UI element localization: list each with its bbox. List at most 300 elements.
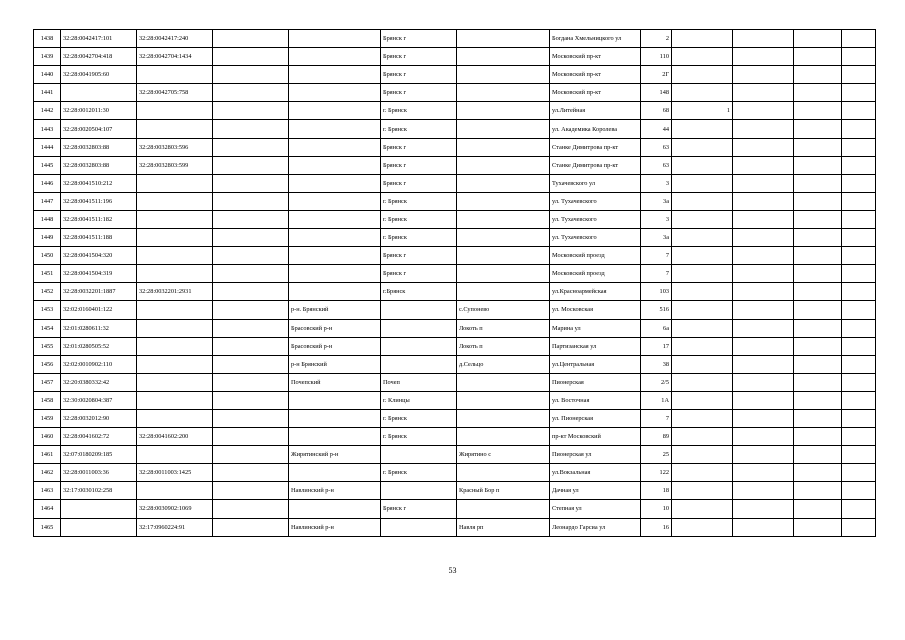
cell-row-number: 1463: [34, 482, 61, 500]
cell-empty: [794, 120, 842, 138]
cell-empty: [842, 210, 876, 228]
cell-district: [289, 265, 381, 283]
cell-empty: [213, 391, 289, 409]
cell-premises-cadastral-number: [137, 482, 213, 500]
cell-district: [289, 428, 381, 446]
cell-row-number: 1440: [34, 66, 61, 84]
cell-empty: [842, 156, 876, 174]
cell-flag: [672, 174, 733, 192]
cell-premises-cadastral-number: [137, 229, 213, 247]
cell-empty: [842, 391, 876, 409]
cell-cadastral-number: 32:01:0280611:32: [61, 319, 137, 337]
cell-empty: [842, 446, 876, 464]
cell-row-number: 1462: [34, 464, 61, 482]
cell-empty: [213, 30, 289, 48]
cell-city: Брянск г: [381, 66, 457, 84]
cell-settlement: [457, 174, 550, 192]
cell-city: г. Брянск: [381, 102, 457, 120]
cell-row-number: 1439: [34, 48, 61, 66]
cell-empty: [213, 337, 289, 355]
cell-empty: [213, 84, 289, 102]
cell-row-number: 1456: [34, 355, 61, 373]
cell-street: Станке Димитрова пр-кт: [550, 138, 641, 156]
table-row: [34, 319, 876, 337]
cell-flag: 1: [672, 102, 733, 120]
cell-cadastral-number: [61, 84, 137, 102]
cell-cadastral-number: 32:20:0380332:42: [61, 373, 137, 391]
cell-flag: [672, 446, 733, 464]
cell-empty: [213, 409, 289, 427]
cell-district: [289, 156, 381, 174]
cell-settlement: с.Супонево: [457, 301, 550, 319]
cell-empty: [213, 192, 289, 210]
cell-empty: [842, 192, 876, 210]
cell-empty: [213, 66, 289, 84]
cell-district: [289, 102, 381, 120]
cell-empty: [213, 428, 289, 446]
cell-house-number: 2Г: [641, 66, 672, 84]
cell-empty: [213, 210, 289, 228]
table-row: [34, 428, 876, 446]
cell-street: Московский пр-кт: [550, 84, 641, 102]
table-row: [34, 174, 876, 192]
cell-flag: [672, 66, 733, 84]
table-row: [34, 518, 876, 536]
cell-flag: [672, 210, 733, 228]
cell-city: Брянск г: [381, 265, 457, 283]
cell-district: Брасовский р-н: [289, 319, 381, 337]
cell-district: [289, 391, 381, 409]
cell-street: ул. Тухачевского: [550, 229, 641, 247]
cell-house-number: 516: [641, 301, 672, 319]
cell-premises-cadastral-number: [137, 446, 213, 464]
cell-row-number: 1441: [34, 84, 61, 102]
cell-house-number: 18: [641, 482, 672, 500]
cell-city: г. Брянск: [381, 409, 457, 427]
cell-row-number: 1455: [34, 337, 61, 355]
cell-empty: [842, 319, 876, 337]
cell-street: ул.Красноармейская: [550, 283, 641, 301]
cell-street: ул. Восточная: [550, 391, 641, 409]
cell-district: [289, 192, 381, 210]
cell-cadastral-number: 32:28:0032803:88: [61, 138, 137, 156]
cell-house-number: 3: [641, 174, 672, 192]
cell-premises-cadastral-number: [137, 247, 213, 265]
cell-empty: [842, 84, 876, 102]
table-row: [34, 66, 876, 84]
table-row: [34, 464, 876, 482]
cell-empty: [733, 319, 794, 337]
cell-empty: [733, 428, 794, 446]
cell-settlement: Навля рп: [457, 518, 550, 536]
cell-premises-cadastral-number: [137, 120, 213, 138]
cell-flag: [672, 500, 733, 518]
cell-house-number: 25: [641, 446, 672, 464]
cell-empty: [213, 373, 289, 391]
cell-row-number: 1438: [34, 30, 61, 48]
table-row: [34, 283, 876, 301]
cell-empty: [733, 518, 794, 536]
cell-street: пр-кт Московский: [550, 428, 641, 446]
cell-house-number: 3а: [641, 192, 672, 210]
cell-empty: [733, 120, 794, 138]
cell-empty: [794, 138, 842, 156]
cell-premises-cadastral-number: [137, 192, 213, 210]
cell-row-number: 1464: [34, 500, 61, 518]
cell-empty: [733, 464, 794, 482]
cell-house-number: 16: [641, 518, 672, 536]
cell-flag: [672, 391, 733, 409]
cell-city: [381, 446, 457, 464]
cell-premises-cadastral-number: 32:28:0032201:2931: [137, 283, 213, 301]
cell-empty: [794, 156, 842, 174]
cell-row-number: 1460: [34, 428, 61, 446]
cell-settlement: [457, 48, 550, 66]
cell-house-number: 10: [641, 500, 672, 518]
cell-empty: [794, 391, 842, 409]
table-row: [34, 337, 876, 355]
cell-row-number: 1449: [34, 229, 61, 247]
cell-empty: [842, 464, 876, 482]
cell-settlement: Красный Бор п: [457, 482, 550, 500]
cell-empty: [794, 210, 842, 228]
cell-cadastral-number: 32:28:0041510:212: [61, 174, 137, 192]
cell-cadastral-number: 32:28:0041511:182: [61, 210, 137, 228]
cell-district: [289, 229, 381, 247]
cell-empty: [213, 464, 289, 482]
cell-cadastral-number: 32:17:0030102:258: [61, 482, 137, 500]
cell-city: Брянск г: [381, 84, 457, 102]
cell-flag: [672, 247, 733, 265]
cell-city: г. Брянск: [381, 464, 457, 482]
cell-flag: [672, 156, 733, 174]
cell-empty: [213, 446, 289, 464]
cell-city: г. Брянск: [381, 428, 457, 446]
cell-flag: [672, 120, 733, 138]
cell-house-number: 68: [641, 102, 672, 120]
cell-flag: [672, 283, 733, 301]
cell-street: ул. Тухачевского: [550, 210, 641, 228]
cell-district: [289, 210, 381, 228]
cell-empty: [794, 66, 842, 84]
cell-empty: [794, 102, 842, 120]
cell-flag: [672, 84, 733, 102]
cell-empty: [842, 102, 876, 120]
cell-premises-cadastral-number: 32:28:0042417:240: [137, 30, 213, 48]
cell-empty: [794, 174, 842, 192]
cell-settlement: [457, 428, 550, 446]
cell-empty: [213, 301, 289, 319]
cell-row-number: 1461: [34, 446, 61, 464]
cell-settlement: [457, 138, 550, 156]
cell-flag: [672, 319, 733, 337]
table-row: [34, 210, 876, 228]
cell-street: ул. Пионерская: [550, 409, 641, 427]
cell-cadastral-number: 32:28:0041504:320: [61, 247, 137, 265]
cell-house-number: 110: [641, 48, 672, 66]
cell-street: Станке Димитрова пр-кт: [550, 156, 641, 174]
cell-city: Брянск г: [381, 174, 457, 192]
cell-street: Марина ул: [550, 319, 641, 337]
cell-row-number: 1452: [34, 283, 61, 301]
cell-city: Почеп: [381, 373, 457, 391]
cell-city: г. Брянск: [381, 229, 457, 247]
cell-city: [381, 319, 457, 337]
cell-cadastral-number: 32:28:0032803:88: [61, 156, 137, 174]
cell-cadastral-number: 32:28:0042417:101: [61, 30, 137, 48]
cell-empty: [794, 373, 842, 391]
cell-empty: [842, 247, 876, 265]
cell-cadastral-number: 32:28:0032201:1887: [61, 283, 137, 301]
cell-city: Брянск г: [381, 156, 457, 174]
cell-house-number: 1А: [641, 391, 672, 409]
cell-empty: [842, 500, 876, 518]
cell-empty: [794, 482, 842, 500]
cell-district: [289, 464, 381, 482]
cell-empty: [842, 409, 876, 427]
cell-city: г. Брянск: [381, 120, 457, 138]
cell-city: [381, 301, 457, 319]
cell-cadastral-number: 32:28:0032012:90: [61, 409, 137, 427]
cell-house-number: 3: [641, 210, 672, 228]
cell-district: [289, 174, 381, 192]
cell-flag: [672, 229, 733, 247]
cell-row-number: 1445: [34, 156, 61, 174]
cell-empty: [842, 66, 876, 84]
cell-premises-cadastral-number: [137, 66, 213, 84]
cell-empty: [213, 482, 289, 500]
table-row: [34, 391, 876, 409]
cell-district: Брасовский р-н: [289, 337, 381, 355]
cell-cadastral-number: 32:28:0042704:418: [61, 48, 137, 66]
cell-city: Брянск г: [381, 138, 457, 156]
cell-premises-cadastral-number: 32:28:0042704:1434: [137, 48, 213, 66]
cell-flag: [672, 138, 733, 156]
cell-city: Брянск г: [381, 48, 457, 66]
cell-empty: [842, 30, 876, 48]
cell-empty: [213, 102, 289, 120]
cell-settlement: [457, 500, 550, 518]
cell-district: [289, 66, 381, 84]
cell-empty: [733, 174, 794, 192]
cell-premises-cadastral-number: [137, 337, 213, 355]
cell-empty: [842, 482, 876, 500]
cell-cadastral-number: 32:30:0020804:387: [61, 391, 137, 409]
cell-premises-cadastral-number: [137, 391, 213, 409]
cell-street: Московский пр-кт: [550, 66, 641, 84]
cell-empty: [794, 518, 842, 536]
cell-street: Партизанская ул: [550, 337, 641, 355]
table-row: [34, 247, 876, 265]
cell-house-number: 38: [641, 355, 672, 373]
cell-house-number: 7: [641, 247, 672, 265]
table-row: [34, 192, 876, 210]
cell-district: Навлинский р-н: [289, 518, 381, 536]
cell-empty: [213, 174, 289, 192]
cell-empty: [794, 428, 842, 446]
cell-city: [381, 337, 457, 355]
cell-empty: [733, 283, 794, 301]
cell-empty: [794, 283, 842, 301]
cell-house-number: 17: [641, 337, 672, 355]
cell-empty: [842, 229, 876, 247]
cell-empty: [733, 301, 794, 319]
cell-empty: [842, 337, 876, 355]
cell-district: Почепский: [289, 373, 381, 391]
cell-empty: [213, 518, 289, 536]
cell-empty: [794, 84, 842, 102]
table-row: [34, 48, 876, 66]
cell-house-number: 122: [641, 464, 672, 482]
cell-cadastral-number: 32:07:0180209:185: [61, 446, 137, 464]
cell-city: г.Брянск: [381, 283, 457, 301]
cell-empty: [213, 247, 289, 265]
cell-premises-cadastral-number: [137, 265, 213, 283]
cell-house-number: 148: [641, 84, 672, 102]
cell-premises-cadastral-number: [137, 174, 213, 192]
cell-cadastral-number: 32:02:0010902:110: [61, 355, 137, 373]
cell-flag: [672, 518, 733, 536]
cell-empty: [733, 265, 794, 283]
cell-house-number: 63: [641, 138, 672, 156]
cell-cadastral-number: 32:28:0012011:30: [61, 102, 137, 120]
cell-premises-cadastral-number: [137, 409, 213, 427]
cell-empty: [842, 174, 876, 192]
cell-street: Леонардо Гарсиа ул: [550, 518, 641, 536]
cell-house-number: 7: [641, 265, 672, 283]
cell-empty: [733, 84, 794, 102]
cell-settlement: [457, 247, 550, 265]
cell-district: [289, 120, 381, 138]
cell-empty: [213, 156, 289, 174]
cell-empty: [794, 409, 842, 427]
cell-empty: [733, 156, 794, 174]
cell-empty: [842, 138, 876, 156]
cell-flag: [672, 409, 733, 427]
cell-empty: [733, 66, 794, 84]
cell-district: р-н. Брянский: [289, 301, 381, 319]
cell-empty: [794, 500, 842, 518]
cell-empty: [842, 265, 876, 283]
cell-cadastral-number: 32:28:0011003:36: [61, 464, 137, 482]
cell-city: Брянск г: [381, 500, 457, 518]
cell-flag: [672, 464, 733, 482]
cell-settlement: [457, 66, 550, 84]
cell-city: г. Брянск: [381, 192, 457, 210]
cell-city: г. Брянск: [381, 210, 457, 228]
cell-district: [289, 138, 381, 156]
cell-cadastral-number: 32:28:0041504:319: [61, 265, 137, 283]
cell-row-number: 1451: [34, 265, 61, 283]
cell-street: ул.Литейная: [550, 102, 641, 120]
cell-settlement: [457, 265, 550, 283]
cell-settlement: [457, 464, 550, 482]
cell-street: Пионерская ул: [550, 446, 641, 464]
cell-district: Жирятинский р-н: [289, 446, 381, 464]
cell-empty: [794, 355, 842, 373]
cell-street: ул. Академика Королева: [550, 120, 641, 138]
cell-empty: [842, 120, 876, 138]
cell-street: Степная ул: [550, 500, 641, 518]
cell-empty: [213, 265, 289, 283]
cell-empty: [213, 500, 289, 518]
cell-settlement: [457, 192, 550, 210]
cell-flag: [672, 428, 733, 446]
cell-settlement: [457, 210, 550, 228]
cell-row-number: 1447: [34, 192, 61, 210]
cell-flag: [672, 48, 733, 66]
cell-premises-cadastral-number: 32:28:0030902:1069: [137, 500, 213, 518]
cell-empty: [842, 518, 876, 536]
cell-premises-cadastral-number: 32:28:0032803:599: [137, 156, 213, 174]
cell-city: г. Клинцы: [381, 391, 457, 409]
cell-district: р-н Брянский: [289, 355, 381, 373]
cell-street: ул. Московская: [550, 301, 641, 319]
cell-empty: [794, 446, 842, 464]
cell-settlement: [457, 30, 550, 48]
cell-settlement: [457, 409, 550, 427]
cell-premises-cadastral-number: 32:17:0960224:91: [137, 518, 213, 536]
cell-house-number: 103: [641, 283, 672, 301]
cell-cadastral-number: 32:28:0020504:107: [61, 120, 137, 138]
table-row: [34, 156, 876, 174]
cell-row-number: 1459: [34, 409, 61, 427]
cell-settlement: д.Сельцо: [457, 355, 550, 373]
cell-cadastral-number: [61, 518, 137, 536]
cell-empty: [213, 229, 289, 247]
cell-empty: [733, 482, 794, 500]
cell-row-number: 1442: [34, 102, 61, 120]
table-row: [34, 446, 876, 464]
cell-row-number: 1453: [34, 301, 61, 319]
cell-flag: [672, 30, 733, 48]
cell-empty: [794, 319, 842, 337]
cell-empty: [213, 48, 289, 66]
cell-street: Дачная ул: [550, 482, 641, 500]
cell-row-number: 1448: [34, 210, 61, 228]
cell-flag: [672, 192, 733, 210]
cell-empty: [213, 355, 289, 373]
page-number: 53: [448, 566, 457, 575]
cell-row-number: 1446: [34, 174, 61, 192]
cell-flag: [672, 265, 733, 283]
cell-street: Тухачевского ул: [550, 174, 641, 192]
cell-empty: [794, 30, 842, 48]
cell-city: Брянск г: [381, 247, 457, 265]
cell-city: [381, 518, 457, 536]
cell-empty: [794, 192, 842, 210]
cell-premises-cadastral-number: 32:28:0041602:200: [137, 428, 213, 446]
table-row: [34, 355, 876, 373]
cell-street: Московский проезд: [550, 265, 641, 283]
table-row: [34, 84, 876, 102]
cell-street: ул.Вокзальная: [550, 464, 641, 482]
cell-flag: [672, 301, 733, 319]
cell-flag: [672, 373, 733, 391]
cell-city: [381, 482, 457, 500]
cell-district: [289, 48, 381, 66]
cell-street: ул.Центральная: [550, 355, 641, 373]
cell-settlement: [457, 283, 550, 301]
table-row: [34, 301, 876, 319]
cell-flag: [672, 355, 733, 373]
cell-empty: [733, 446, 794, 464]
cell-premises-cadastral-number: [137, 355, 213, 373]
table-row: [34, 102, 876, 120]
cell-empty: [794, 464, 842, 482]
cell-cadastral-number: 32:28:0041602:72: [61, 428, 137, 446]
table-row: [34, 120, 876, 138]
